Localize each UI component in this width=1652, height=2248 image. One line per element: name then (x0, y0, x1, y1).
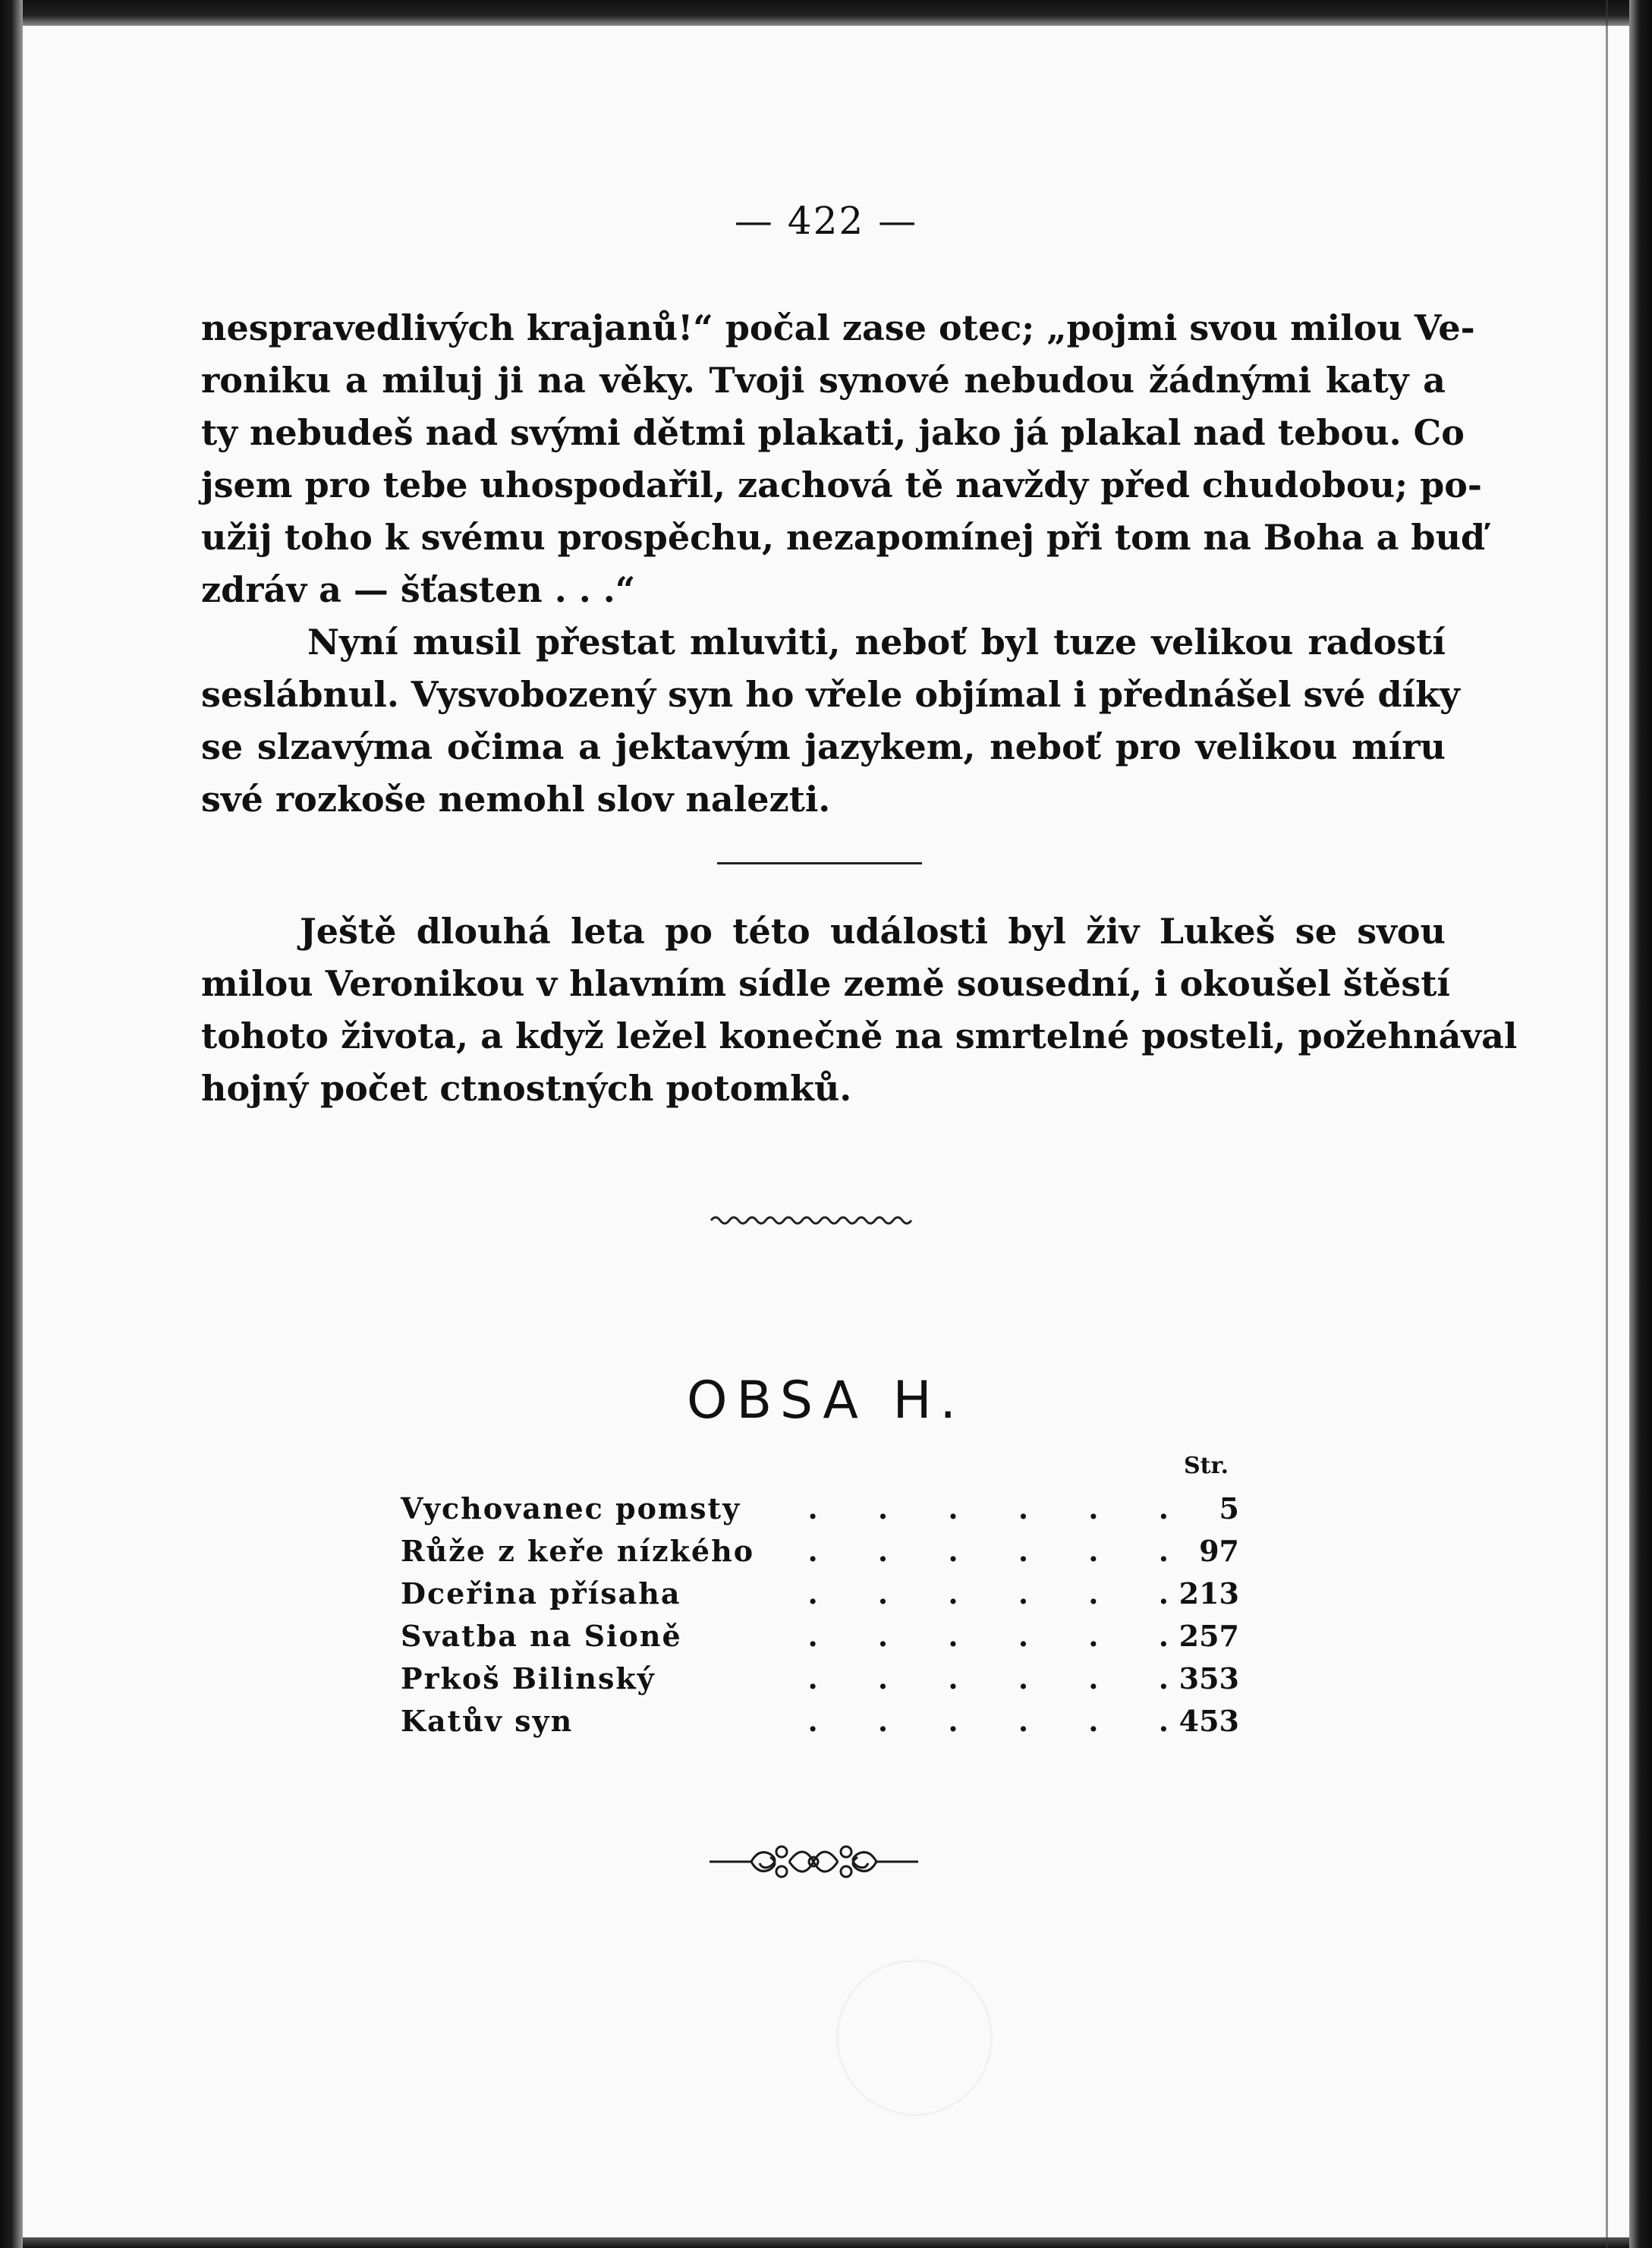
toc-leader: . . . . . . (807, 1619, 1194, 1653)
text-line: Nyní musil přestat mluviti, neboť byl tuze velikou radostí (307, 622, 1446, 663)
text-line: roniku a miluj ji na věky. Tvoji synové nebudou žádnými katy a (201, 360, 1446, 401)
toc-entry-page: 5 (1219, 1491, 1239, 1525)
toc-entry-page: 257 (1178, 1619, 1239, 1653)
text-line: tohoto života, a když ležel konečně na smrtelné posteli, požehnával (201, 1015, 1518, 1056)
text-line: se slzavýma očima a jektavým jazykem, neboť pro velikou míru (201, 726, 1446, 767)
toc-entry-title: Svatba na Sioně (401, 1619, 682, 1653)
toc-leader: . . . . . . (807, 1704, 1194, 1738)
page-number: — 422 — (734, 199, 918, 243)
text-line: seslábnul. Vysvobozený syn ho vřele objímal i přednášel své díky (201, 674, 1460, 715)
toc-entry-title: Katův syn (401, 1704, 574, 1738)
faded-library-stamp (836, 1960, 993, 2116)
scan-border-right (1629, 0, 1652, 2248)
toc-entry-title: Růže z keře nízkého (401, 1534, 755, 1568)
toc-entry-title: Dceřina přísaha (401, 1576, 681, 1610)
toc-page-column-label: Str. (1184, 1453, 1229, 1479)
scan-border-bottom (0, 2237, 1652, 2248)
toc-leader: . . . . . . (807, 1491, 1194, 1525)
toc-entry[interactable] (401, 1658, 1239, 1700)
toc-leader: . . . . . . (807, 1661, 1194, 1695)
toc-entry[interactable] (401, 1530, 1239, 1573)
toc-entry[interactable] (401, 1700, 1239, 1743)
scan-border-left (0, 0, 23, 2248)
toc-entry[interactable] (401, 1615, 1239, 1658)
table-of-contents (401, 1488, 1239, 1743)
toc-entry-page: 213 (1178, 1576, 1239, 1610)
toc-leader: . . . . . . (807, 1576, 1194, 1610)
text-line: užij toho k svému prospěchu, nezapomínej při tom na Boha a buď (201, 517, 1486, 558)
end-flourish-ornament (706, 1835, 922, 1888)
scan-border-top (0, 0, 1652, 26)
text-line: jsem pro tebe uhospodařil, zachová tě navždy před chudobou; po- (201, 464, 1483, 505)
toc-leader: . . . . . . (807, 1534, 1194, 1568)
text-line: ty nebudeš nad svými dětmi plakati, jako já plakal nad tebou. Co (201, 412, 1465, 453)
toc-entry-title: Prkoš Bilinský (401, 1661, 656, 1695)
toc-entry-page: 453 (1178, 1704, 1239, 1738)
scan-gutter-line (1606, 0, 1608, 2248)
text-line: Ještě dlouhá leta po této události byl živ Lukeš se svou (300, 911, 1446, 952)
toc-entry-page: 353 (1178, 1661, 1239, 1695)
toc-heading: OBSA H. (686, 1371, 966, 1431)
text-line: hojný počet ctnostných potomků. (201, 1068, 852, 1109)
text-line: nespravedlivých krajanů!“ počal zase otec; „pojmi svou milou Ve- (201, 307, 1475, 348)
text-line: své rozkoše nemohl slov nalezti. (201, 779, 831, 820)
toc-entry[interactable] (401, 1488, 1239, 1530)
text-line: milou Veronikou v hlavním sídle země sousední, i okoušel štěstí (201, 963, 1450, 1004)
toc-entry-page: 97 (1199, 1534, 1239, 1568)
paragraph-1 (201, 302, 1486, 826)
squiggle-ornament (710, 1207, 918, 1229)
text-line: zdráv a — šťasten . . .“ (201, 569, 636, 610)
paragraph-2 (201, 905, 1518, 1115)
toc-entry[interactable] (401, 1573, 1239, 1615)
toc-entry-title: Vychovanec pomsty (401, 1491, 741, 1525)
section-divider (717, 862, 922, 864)
